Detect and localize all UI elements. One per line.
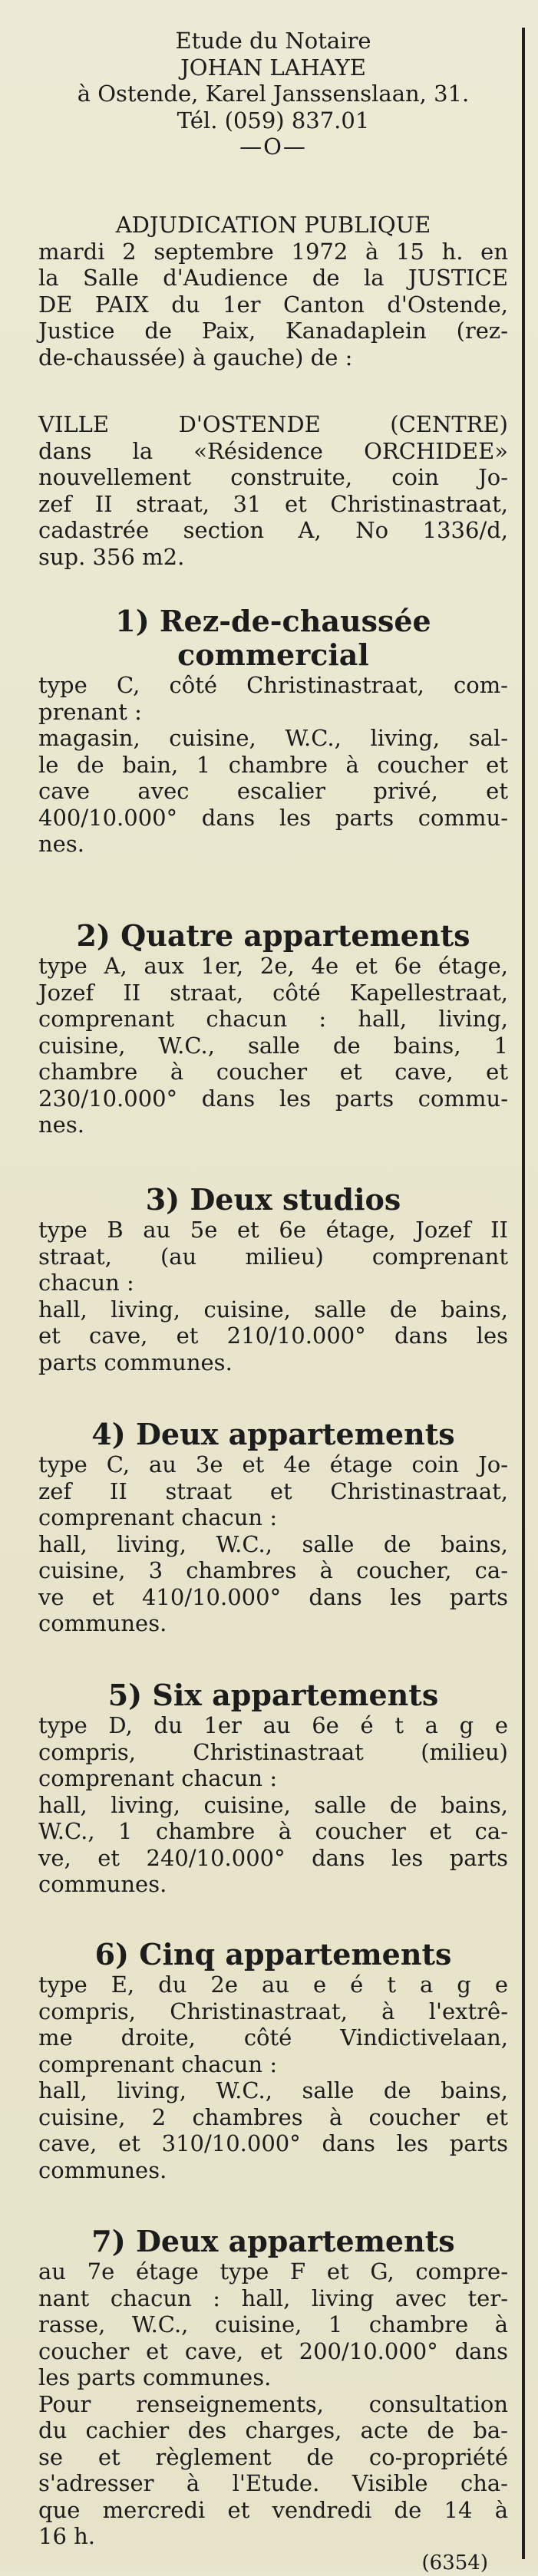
contact-line: Pour renseignements, consultation	[38, 2391, 508, 2418]
lot-4	[38, 1418, 508, 1637]
lot-line: chacun :	[38, 1270, 508, 1296]
lot-heading: commercial	[38, 638, 508, 672]
lot-line: nes.	[38, 1112, 508, 1138]
lot-line: type D, du 1er au 6e é t a g e	[38, 1712, 508, 1739]
notary-name: JOHAN LAHAYE	[38, 54, 508, 81]
lot-line: hall, living, cuisine, salle de bains,	[38, 1296, 508, 1323]
auction-title: ADJUDICATION PUBLIQUE	[38, 212, 508, 239]
header-line: Etude du Notaire	[38, 28, 508, 54]
lot-6	[38, 1938, 508, 2183]
property-line: nouvellement construite, coin Jo-	[38, 464, 508, 491]
intro-line: mardi 2 septembre 1972 à 15 h. en	[38, 239, 508, 265]
lot-line: ve et 410/10.000° dans les parts	[38, 1584, 508, 1611]
lot-line: le de bain, 1 chambre à coucher et	[38, 752, 508, 779]
lot-line: comprenant chacun :	[38, 1765, 508, 1792]
contact-line: 16 h.	[38, 2523, 508, 2550]
lot-line: et cave, et 210/10.000° dans les	[38, 1323, 508, 1349]
lot-line: coucher et cave, et 200/10.000° dans	[38, 2338, 508, 2365]
intro-line: DE PAIX du 1er Canton d'Ostende,	[38, 292, 508, 318]
intro-line: de-chaussée) à gauche) de :	[38, 344, 508, 371]
lot-line: rasse, W.C., cuisine, 1 chambre à	[38, 2311, 508, 2338]
lot-line: type A, aux 1er, 2e, 4e et 6e étage,	[38, 953, 508, 980]
lot-1	[38, 604, 508, 858]
contact-line: se et règlement de co-propriété	[38, 2444, 508, 2471]
lot-line: cave, et 310/10.000° dans les parts	[38, 2130, 508, 2157]
lot-line: me droite, côté Vindictivelaan,	[38, 2024, 508, 2051]
lot-5	[38, 1678, 508, 1898]
lot-2	[38, 919, 508, 1138]
lot-line: cuisine, 2 chambres à coucher et	[38, 2104, 508, 2131]
lot-line: straat, (au milieu) comprenant	[38, 1244, 508, 1270]
lot-line: comprenant chacun : hall, living,	[38, 1006, 508, 1033]
lot-line: comprenant chacun :	[38, 2051, 508, 2078]
notary-address: à Ostende, Karel Janssenslaan, 31.	[38, 81, 508, 107]
lot-line: Jozef II straat, côté Kapellestraat,	[38, 980, 508, 1006]
reference-number: (6354)	[38, 2550, 508, 2576]
property-line: sup. 356 m2.	[38, 544, 508, 571]
lot-line: nant chacun : hall, living avec ter-	[38, 2285, 508, 2312]
lot-line: les parts communes.	[38, 2364, 508, 2391]
lot-line: compris, Christinastraat (milieu)	[38, 1739, 508, 1766]
lot-heading: 4) Deux appartements	[38, 1418, 508, 1451]
notary-phone: Tél. (059) 837.01	[38, 107, 508, 134]
property-line: zef II straat, 31 et Christinastraat,	[38, 491, 508, 518]
lot-line: ve, et 240/10.000° dans les parts	[38, 1845, 508, 1872]
lot-line: parts communes.	[38, 1349, 508, 1376]
lot-line: prenant :	[38, 699, 508, 726]
lot-line: comprenant chacun :	[38, 1504, 508, 1531]
lot-heading: 3) Deux studios	[38, 1183, 508, 1217]
lot-line: communes.	[38, 1610, 508, 1637]
auction-intro	[38, 212, 508, 371]
lot-line: magasin, cuisine, W.C., living, sal-	[38, 725, 508, 752]
lot-line: compris, Christinastraat, à l'extrê-	[38, 1998, 508, 2025]
lot-line: type B au 5e et 6e étage, Jozef II	[38, 1217, 508, 1244]
lot-line: W.C., 1 chambre à coucher et ca-	[38, 1818, 508, 1845]
lot-line: cuisine, 3 chambres à coucher, ca-	[38, 1557, 508, 1584]
lot-line: type C, au 3e et 4e étage coin Jo-	[38, 1451, 508, 1478]
property-description	[38, 411, 508, 570]
lot-heading: 2) Quatre appartements	[38, 919, 508, 953]
contact-line: que mercredi et vendredi de 14 à	[38, 2497, 508, 2524]
intro-line: Justice de Paix, Kanadaplein (rez-	[38, 318, 508, 344]
property-line: cadastrée section A, No 1336/d,	[38, 517, 508, 544]
contact-line: s'adresser à l'Etude. Visible cha-	[38, 2470, 508, 2497]
lot-line: au 7e étage type F et G, compre-	[38, 2258, 508, 2285]
lot-heading: 7) Deux appartements	[38, 2225, 508, 2258]
lot-line: type C, côté Christinastraat, com-	[38, 672, 508, 699]
lot-heading: 1) Rez-de-chaussée	[38, 604, 508, 638]
lot-line: nes.	[38, 831, 508, 858]
lot-3	[38, 1183, 508, 1375]
lot-line: 400/10.000° dans les parts commu-	[38, 805, 508, 832]
lot-heading: 6) Cinq appartements	[38, 1938, 508, 1972]
lot-line: communes.	[38, 1871, 508, 1898]
contact-line: du cachier des charges, acte de ba-	[38, 2417, 508, 2444]
lot-line: chambre à coucher et cave, et	[38, 1059, 508, 1085]
property-line: dans la «Résidence ORCHIDEE»	[38, 438, 508, 465]
lot-line: type E, du 2e au e é t a g e	[38, 1972, 508, 1998]
lot-line: hall, living, cuisine, salle de bains,	[38, 1792, 508, 1819]
lot-heading: 5) Six appartements	[38, 1678, 508, 1712]
intro-line: la Salle d'Audience de la JUSTICE	[38, 265, 508, 292]
lot-line: zef II straat et Christinastraat,	[38, 1478, 508, 1505]
lot-line: cuisine, W.C., salle de bains, 1	[38, 1033, 508, 1059]
separator: —O—	[38, 133, 508, 160]
column-rule	[522, 28, 525, 2559]
lot-line: cave avec escalier privé, et	[38, 778, 508, 805]
lot-7	[38, 2225, 508, 2576]
lot-line: hall, living, W.C., salle de bains,	[38, 1531, 508, 1558]
notary-header	[38, 28, 508, 160]
property-line: VILLE D'OSTENDE (CENTRE)	[38, 411, 508, 438]
lot-line: hall, living, W.C., salle de bains,	[38, 2077, 508, 2104]
lot-line: 230/10.000° dans les parts commu-	[38, 1085, 508, 1112]
lot-line: communes.	[38, 2157, 508, 2184]
